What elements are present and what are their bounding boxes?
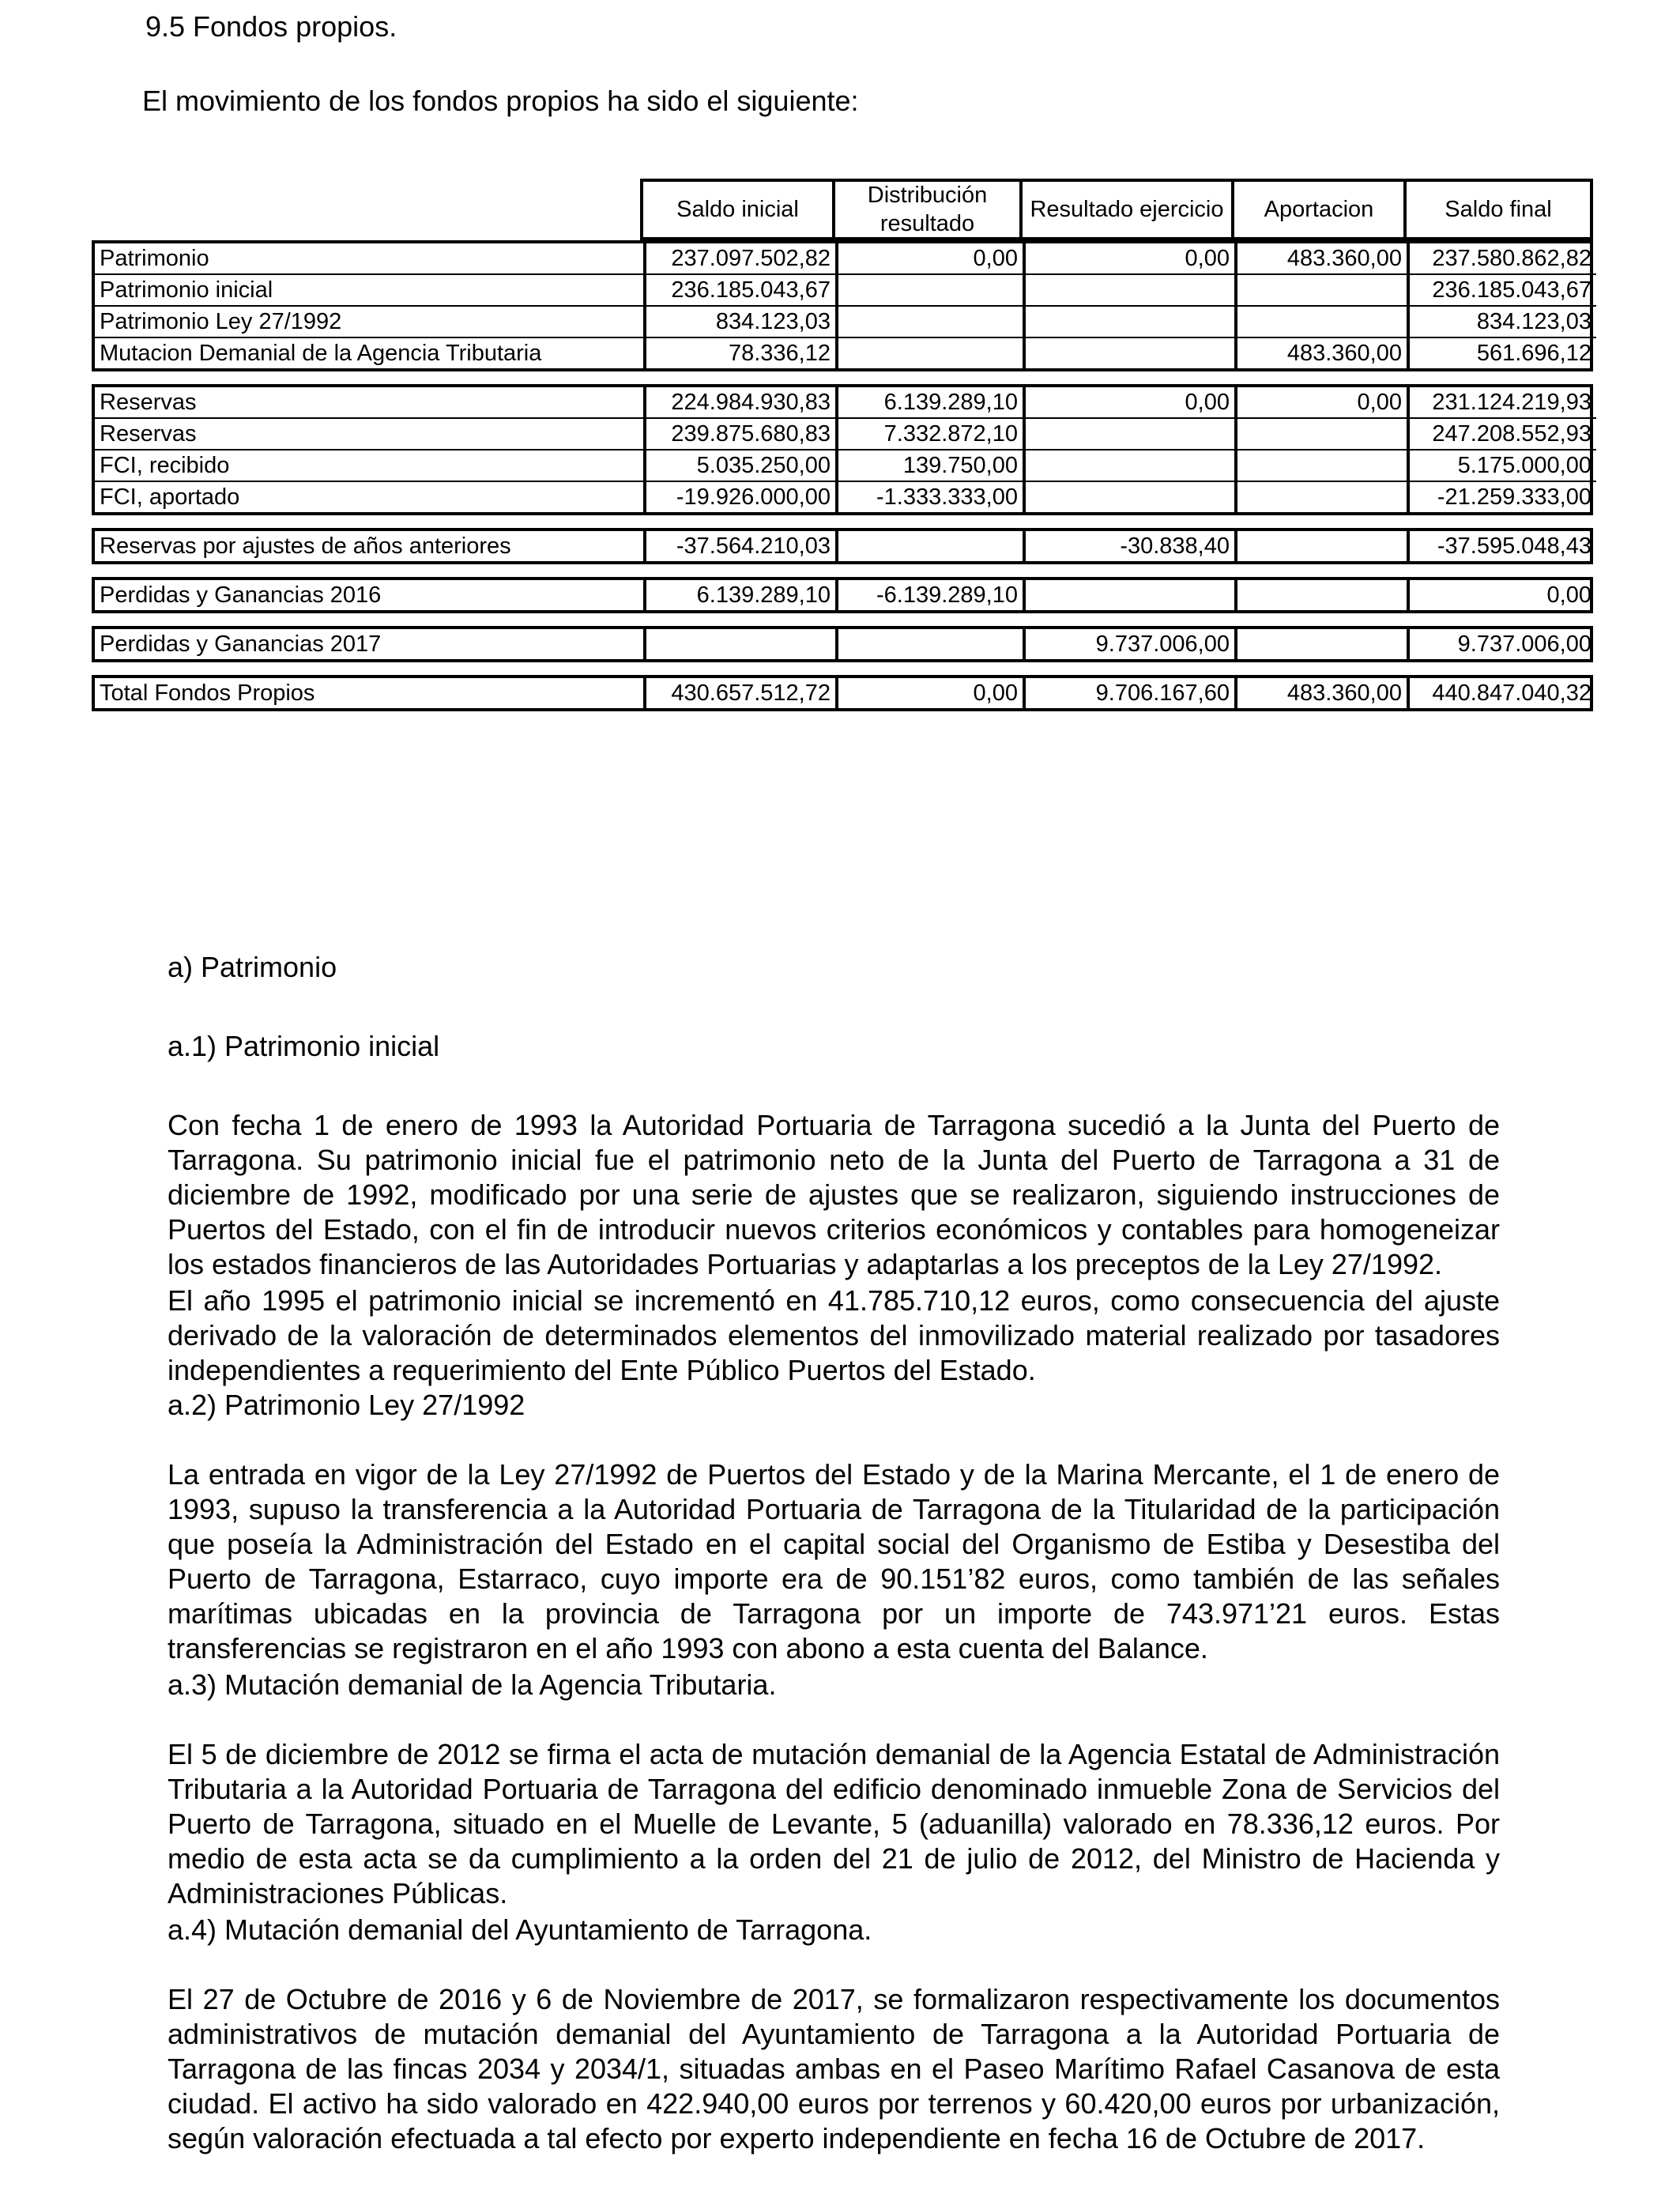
table-row <box>95 305 1596 337</box>
cell-saldo-final: -37.595.048,43 <box>1407 531 1596 561</box>
cell-concept: Mutacion Demanial de la Agencia Tributaria <box>100 341 542 366</box>
cell-distribucion-resultado: -6.139.289,10 <box>835 580 1023 610</box>
table-group <box>92 577 1593 613</box>
cell-aportacion <box>1234 531 1407 561</box>
equity-movement-table <box>92 179 1593 711</box>
cell-distribucion-resultado: 139.750,00 <box>835 450 1023 481</box>
heading-a2-patrimonio-ley: a.2) Patrimonio Ley 27/1992 <box>168 1389 525 1421</box>
cell-aportacion: 483.360,00 <box>1234 243 1407 273</box>
header-blank <box>92 179 640 240</box>
cell-saldo-final: 561.696,12 <box>1407 338 1596 368</box>
cell-saldo-inicial: 834.123,03 <box>643 307 835 337</box>
heading-a-patrimonio: a) Patrimonio <box>168 951 337 983</box>
cell-resultado-ejercicio <box>1023 275 1234 305</box>
cell-concept: Total Fondos Propios <box>100 680 315 706</box>
cell-aportacion: 483.360,00 <box>1234 678 1407 708</box>
cell-aportacion <box>1234 629 1407 659</box>
cell-saldo-inicial: -37.564.210,03 <box>643 531 835 561</box>
heading-a4-mutacion-ayuntamiento: a.4) Mutación demanial del Ayuntamiento de Tarragona. <box>168 1913 872 1946</box>
heading-a1-patrimonio-inicial: a.1) Patrimonio inicial <box>168 1030 440 1062</box>
cell-resultado-ejercicio <box>1023 307 1234 337</box>
cell-saldo-final: 834.123,03 <box>1407 307 1596 337</box>
cell-resultado-ejercicio: 9.737.006,00 <box>1023 629 1234 659</box>
cell-concept: FCI, aportado <box>100 484 240 510</box>
cell-resultado-ejercicio: 0,00 <box>1023 387 1234 417</box>
group-spacer <box>92 613 1593 626</box>
cell-saldo-final: 237.580.862,82 <box>1407 243 1596 273</box>
cell-saldo-final: 247.208.552,93 <box>1407 419 1596 449</box>
cell-saldo-inicial: 237.097.502,82 <box>643 243 835 273</box>
cell-saldo-final: 440.847.040,32 <box>1407 678 1596 708</box>
table-row <box>95 531 1596 561</box>
cell-saldo-final: 9.737.006,00 <box>1407 629 1596 659</box>
intro-text: El movimiento de los fondos propios ha sido el siguiente: <box>142 85 859 117</box>
cell-aportacion: 0,00 <box>1234 387 1407 417</box>
cell-saldo-final: 231.124.219,93 <box>1407 387 1596 417</box>
cell-resultado-ejercicio <box>1023 482 1234 512</box>
cell-saldo-inicial: 224.984.930,83 <box>643 387 835 417</box>
cell-resultado-ejercicio: -30.838,40 <box>1023 531 1234 561</box>
cell-distribucion-resultado: 6.139.289,10 <box>835 387 1023 417</box>
cell-saldo-inicial: 5.035.250,00 <box>643 450 835 481</box>
table-row <box>95 417 1596 449</box>
cell-aportacion <box>1234 307 1407 337</box>
cell-resultado-ejercicio <box>1023 419 1234 449</box>
cell-aportacion <box>1234 419 1407 449</box>
paragraph-a3-1: El 5 de diciembre de 2012 se firma el acta de mutación demanial de la Agencia Estatal de Administración Tributaria a la Autoridad Portuaria de Tarragona del edificio denominado inmueble Zona de Servicios del Puerto de Tarragona, situado en el Muelle de Levante, 5 (aduanilla) valorado en 78.336,12 euros. Por medio de esta acta se da cumplimiento a la orden del 21 de julio de 2012, del Ministro de Hacienda y Administraciones Públicas. <box>168 1738 1500 1909</box>
cell-aportacion <box>1234 482 1407 512</box>
cell-resultado-ejercicio <box>1023 580 1234 610</box>
cell-saldo-final: 236.185.043,67 <box>1407 275 1596 305</box>
cell-saldo-inicial <box>643 629 835 659</box>
cell-saldo-inicial: -19.926.000,00 <box>643 482 835 512</box>
cell-concept: Reservas por ajustes de años anteriores <box>100 533 511 559</box>
cell-concept: Patrimonio Ley 27/1992 <box>100 309 342 334</box>
cell-distribucion-resultado <box>835 307 1023 337</box>
table-group <box>92 675 1593 711</box>
cell-distribucion-resultado <box>835 338 1023 368</box>
table-row <box>95 678 1596 708</box>
cell-concept: Patrimonio <box>100 246 209 271</box>
header-saldo-final: Saldo final <box>1403 179 1593 240</box>
cell-concept: FCI, recibido <box>100 453 230 478</box>
header-distribucion-resultado: Distribución resultado <box>832 179 1019 240</box>
cell-concept: Reservas <box>100 421 197 447</box>
cell-resultado-ejercicio: 9.706.167,60 <box>1023 678 1234 708</box>
cell-aportacion <box>1234 450 1407 481</box>
cell-aportacion <box>1234 275 1407 305</box>
paragraph-a2-1: La entrada en vigor de la Ley 27/1992 de Puertos del Estado y de la Marina Mercante, el 1 de enero de 1993, supuso la transferencia a la Autoridad Portuaria de Tarragona de la Titularidad de la participación que poseía la Administración del Estado en el capital social del Organismo de Estiba y Desestiba del Puerto de Tarragona, Estarraco, cuyo importe era de 90.151’82 euros, como también de las señales marítimas ubicadas en la provincia de Tarragona por un importe de 743.971’21 euros. Estas transferencias se registraron en el año 1993 con abono a esta cuenta del Balance. <box>168 1458 1500 1664</box>
paragraph-a4-1: El 27 de Octubre de 2016 y 6 de Noviembre de 2017, se formalizaron respectivamente los documentos administrativos de mutación demanial del Ayuntamiento de Tarragona a la Autoridad Portuaria de Tarragona de las fincas 2034 y 2034/1, situadas ambas en el Paseo Marítimo Rafael Casanova de esta ciudad. El activo ha sido valorado en 422.940,00 euros por terrenos y 60.420,00 euros por urbanización, según valoración efectuada a tal efecto por experto independiente en fecha 16 de Octubre de 2017. <box>168 1983 1500 2154</box>
cell-concept: Reservas <box>100 390 197 415</box>
cell-saldo-inicial: 236.185.043,67 <box>643 275 835 305</box>
table-group <box>92 626 1593 662</box>
cell-distribucion-resultado <box>835 531 1023 561</box>
group-spacer <box>92 371 1593 384</box>
cell-saldo-inicial: 6.139.289,10 <box>643 580 835 610</box>
table-row <box>95 337 1596 368</box>
cell-saldo-inicial: 430.657.512,72 <box>643 678 835 708</box>
cell-concept: Patrimonio inicial <box>100 277 273 303</box>
group-spacer <box>92 515 1593 528</box>
cell-resultado-ejercicio <box>1023 450 1234 481</box>
table-row <box>95 387 1596 417</box>
table-header-row <box>92 179 1593 240</box>
cell-concept: Perdidas y Ganancias 2017 <box>100 631 382 657</box>
cell-distribucion-resultado: -1.333.333,00 <box>835 482 1023 512</box>
cell-resultado-ejercicio <box>1023 338 1234 368</box>
group-spacer <box>92 564 1593 577</box>
table-group <box>92 528 1593 564</box>
cell-saldo-final: 0,00 <box>1407 580 1596 610</box>
heading-a3-mutacion-agencia: a.3) Mutación demanial de la Agencia Tributaria. <box>168 1668 777 1701</box>
section-title: 9.5 Fondos propios. <box>145 10 397 43</box>
cell-saldo-inicial: 78.336,12 <box>643 338 835 368</box>
header-saldo-inicial: Saldo inicial <box>640 179 832 240</box>
header-aportacion: Aportacion <box>1231 179 1403 240</box>
table-row <box>95 580 1596 610</box>
cell-concept: Perdidas y Ganancias 2016 <box>100 582 382 608</box>
group-spacer <box>92 662 1593 675</box>
cell-distribucion-resultado: 7.332.872,10 <box>835 419 1023 449</box>
cell-distribucion-resultado <box>835 275 1023 305</box>
cell-distribucion-resultado <box>835 629 1023 659</box>
table-row <box>95 273 1596 305</box>
cell-aportacion: 483.360,00 <box>1234 338 1407 368</box>
table-row <box>95 449 1596 481</box>
cell-resultado-ejercicio: 0,00 <box>1023 243 1234 273</box>
cell-saldo-inicial: 239.875.680,83 <box>643 419 835 449</box>
cell-distribucion-resultado: 0,00 <box>835 243 1023 273</box>
cell-saldo-final: -21.259.333,00 <box>1407 482 1596 512</box>
table-group <box>92 384 1593 515</box>
table-body <box>92 240 1593 711</box>
table-group <box>92 240 1593 371</box>
paragraph-a1-1: Con fecha 1 de enero de 1993 la Autoridad Portuaria de Tarragona sucedió a la Junta del Puerto de Tarragona. Su patrimonio inicial fue el patrimonio neto de la Junta del Puerto de Tarragona a 31 de diciembre de 1992, modificado por una serie de ajustes que se realizaron, siguiendo instrucciones de Puertos del Estado, con el fin de introducir nuevos criterios económicos y contables para homogeneizar los estados financieros de las Autoridades Portuarias y adaptarlas a los preceptos de la Ley 27/1992. <box>168 1109 1500 1280</box>
table-row <box>95 481 1596 512</box>
cell-distribucion-resultado: 0,00 <box>835 678 1023 708</box>
table-row <box>95 629 1596 659</box>
header-resultado-ejercicio: Resultado ejercicio <box>1019 179 1231 240</box>
paragraph-a1-2: El año 1995 el patrimonio inicial se incrementó en 41.785.710,12 euros, como consecuencia del ajuste derivado de la valoración de determinados elementos del inmovilizado material realizado por tasadores independientes a requerimiento del Ente Público Puertos del Estado. <box>168 1284 1500 1386</box>
cell-aportacion <box>1234 580 1407 610</box>
cell-saldo-final: 5.175.000,00 <box>1407 450 1596 481</box>
table-row <box>95 243 1596 273</box>
